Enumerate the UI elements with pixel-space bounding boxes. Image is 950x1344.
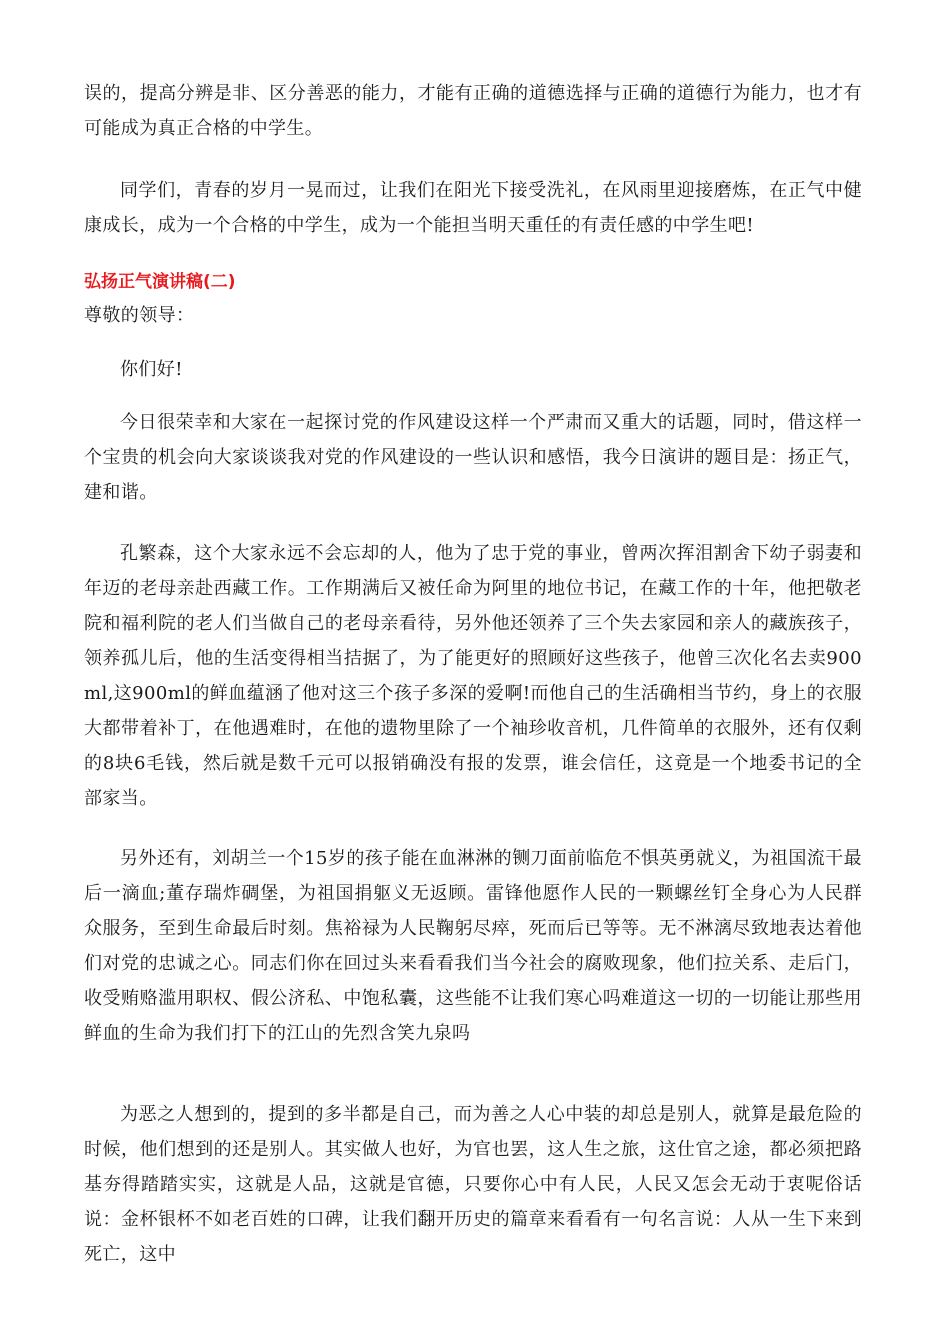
paragraph-intro: 今日很荣幸和大家在一起探讨党的作风建设这样一个严肃而又重大的话题，同时，借这样一个宝贵的机会向大家谈谈我对党的作风建设的一些认识和感悟，我今日演讲的题目是：扬正气，建和谐。 xyxy=(84,412,862,503)
paragraph-kong-fansen: 孔繁森，这个大家永远不会忘却的人，他为了忠于党的事业，曾两次挥泪割舍下幼子弱妻和年迈的老母亲赴西藏工作。工作期满后又被任命为阿里的地位书记，在藏工作的十年，他把敬老院和福利院的老人们当做自己的老母亲看待，另外他还领养了三个失去家园和亲人的藏族孩子，领养孤儿后，他的生活变得相当拮据了，为了能更好的照顾好这些孩子，他曾三次化名去卖900ml,这900ml的鲜血蕴涵了他对这三个孩子多深的爱啊!而他自己的生活确相当节约，身上的衣服大都带着补丁，在他遇难时，在他的遗物里除了一个袖珍收音机，几件简单的衣服外，还有仅剩的8块6毛钱，然后就是数千元可以报销确没有报的发票，谁会信任，这竟是一个地委书记的全部家当。 xyxy=(84,543,862,809)
paragraph-heroes: 另外还有，刘胡兰一个15岁的孩子能在血淋淋的铡刀面前临危不惧英勇就义，为祖国流干最后一滴血;董存瑞炸碉堡，为祖国捐躯义无返顾。雷锋他愿作人民的一颗螺丝钉全身心为人民群众服务，至到生命最后时刻。焦裕禄为人民鞠躬尽瘁，死而后已等等。无不淋漓尽致地表达着他们对党的忠诚之心。同志们你在回过头来看看我们当今社会的腐败现象，他们拉关系、走后门，收受贿赂滥用职权、假公济私、中饱私囊，这些能不让我们寒心吗难道这一切的一切能让那些用鲜血的生命为我们打下的江山的先烈含笑九泉吗 xyxy=(84,848,862,1044)
salutation: 尊敬的领导： xyxy=(84,305,195,326)
paragraph-continued: 误的，提高分辨是非、区分善恶的能力，才能有正确的道德选择与正确的道德行为能力，也才有可能成为真正合格的中学生。 xyxy=(84,83,862,139)
paragraph-virtue: 为恶之人想到的，提到的多半都是自己，而为善之人心中装的却总是别人，就算是最危险的时候，他们想到的还是别人。其实做人也好，为官也罢，这人生之旅，这仕官之途，都必须把路基夯得踏踏实实，这就是人品，这就是官德，只要你心中有人民，人民又怎会无动于衷呢俗话说：金杯银杯不如老百姓的口碑，让我们翻开历史的篇章来看看有一句名言说：人从一生下来到死亡，这中 xyxy=(84,1104,862,1265)
section-heading: 弘扬正气演讲稿(二) xyxy=(84,272,236,292)
paragraph-closing: 同学们，青春的岁月一晃而过，让我们在阳光下接受洗礼，在风雨里迎接磨炼，在正气中健康成长，成为一个合格的中学生，成为一个能担当明天重任的有责任感的中学生吧! xyxy=(84,180,862,236)
greeting: 你们好! xyxy=(120,359,183,380)
